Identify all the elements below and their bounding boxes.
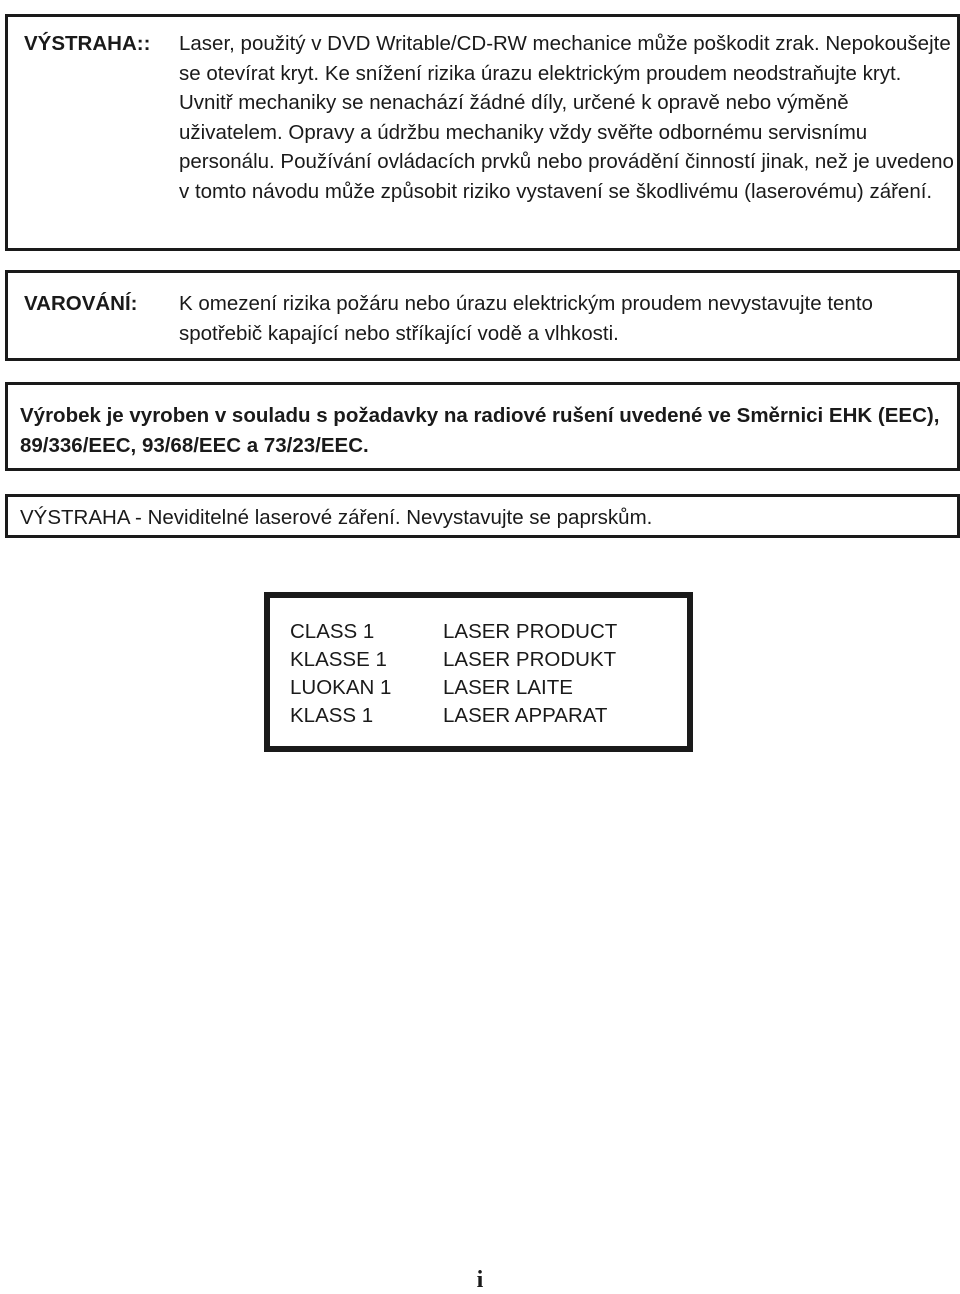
invisible-radiation-text: VÝSTRAHA - Neviditelné laserové záření. Nevystavujte se paprskům. [20,506,653,529]
fire-warning-box [5,270,960,361]
laser-product-name: LASER PRODUKT [443,648,617,671]
fire-warning-text: K omezení rizika požáru nebo úrazu elektrickým proudem nevystavujte tento spotřebič kapající nebo stříkající vodě a vlhkosti. [179,292,873,345]
laser-class-name: CLASS 1 [290,620,375,643]
laser-class-row [290,674,617,702]
laser-warning-label: VÝSTRAHA:: [24,32,151,55]
laser-class-row [290,702,617,730]
laser-class-name: KLASSE 1 [290,648,387,671]
laser-class-row [290,646,617,674]
invisible-radiation-box [5,494,960,538]
laser-class-name: KLASS 1 [290,704,374,727]
compliance-box [5,382,960,471]
laser-class-table [290,618,617,730]
laser-warning-text: Laser, použitý v DVD Writable/CD-RW mechanice může poškodit zrak. Nepokoušejte se otevírat kryt. Ke snížení rizika úrazu elektrickým proudem neodstraňujte kryt. Uvnitř mechaniky se nenachází žádné díly, určené k opravě nebo výměně uživatelem. Opravy a údržbu mechaniky vždy svěřte odbornému servisnímu personálu. Používání ovládacích prvků nebo provádění činností jinak, než je uvedeno v tomto návodu může způsobit riziko vystavení se škodlivému (laserovému) záření. [179,32,954,203]
laser-class-row [290,618,617,646]
laser-product-name: LASER APPARAT [443,704,608,727]
laser-warning-box [5,14,960,251]
laser-product-name: LASER PRODUCT [443,620,618,643]
laser-product-name: LASER LAITE [443,676,573,699]
laser-class-label [264,592,693,752]
laser-class-name: LUOKAN 1 [290,676,392,699]
compliance-text: Výrobek je vyroben v souladu s požadavky na radiové rušení uvedené ve Směrnici EHK (EEC), 89/336/EEC, 93/68/EEC a 73/23/EEC. [20,404,940,457]
page-number: i [476,1267,484,1293]
fire-warning-label: VAROVÁNÍ: [24,292,138,315]
